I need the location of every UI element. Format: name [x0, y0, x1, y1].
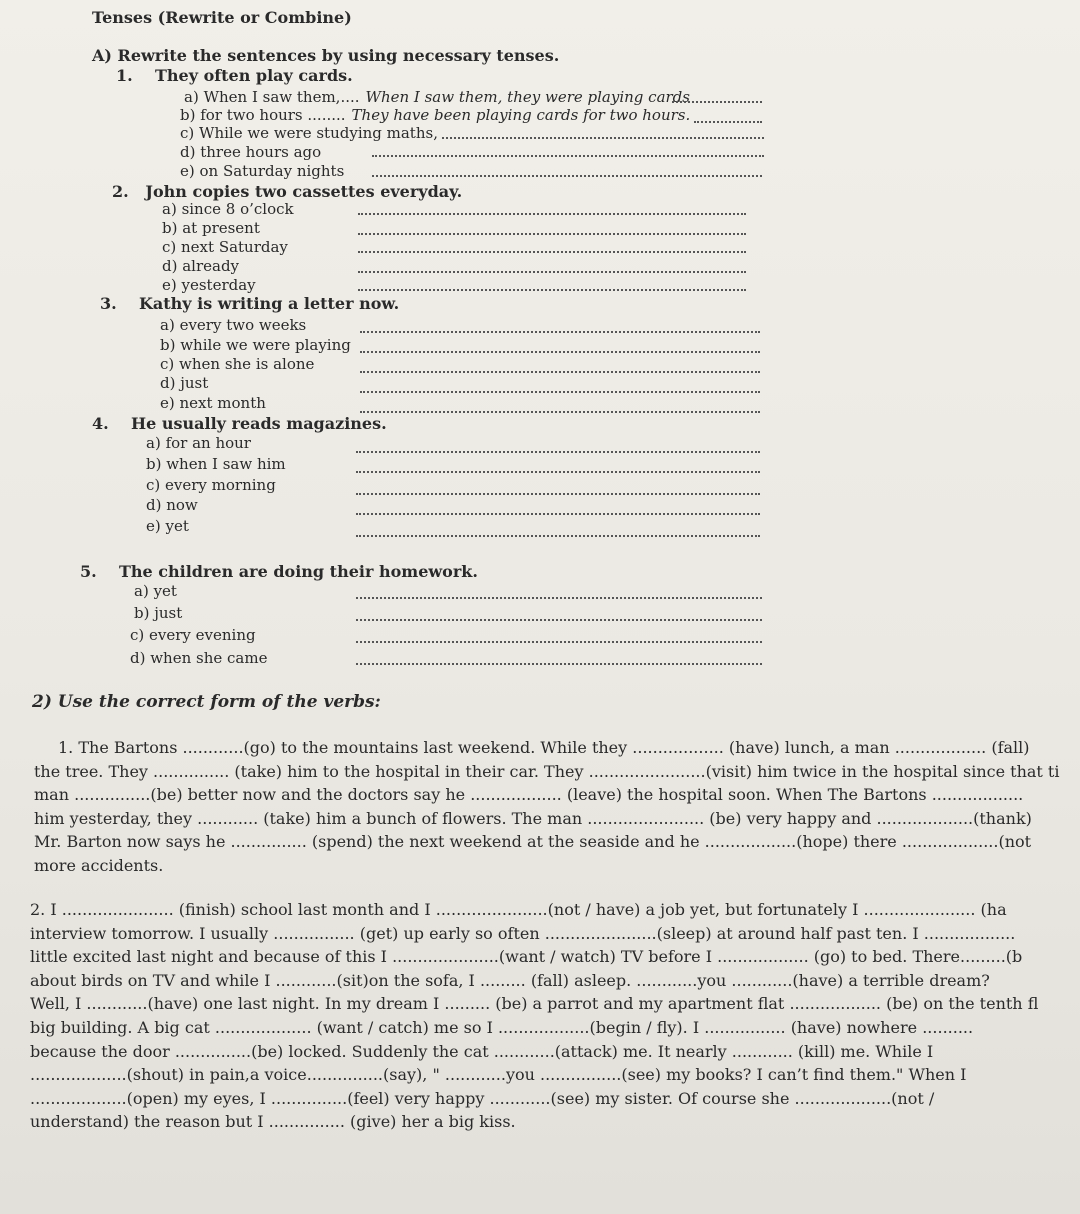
paragraph-line: ...................(shout) in pain,a voice...............(say), " ............you ................(see) my books? I can’t find them." When I [30, 1065, 967, 1085]
item-label: c) when she is alone [160, 355, 315, 373]
item-label: b) for two hours ........ [180, 106, 346, 124]
paragraph-line: about birds on TV and while I ............(sit)on the sofa, I ......... (fall) asleep. ............you ............(have) a terrible dream? [30, 970, 990, 990]
q4-item-a [146, 434, 251, 454]
answer-line[interactable] [356, 640, 762, 643]
answer-line[interactable] [360, 390, 760, 393]
question-4 [92, 414, 387, 433]
question-number: 3. [100, 294, 117, 313]
answer-line[interactable] [372, 174, 762, 177]
item-label: b) while we were playing [160, 336, 351, 354]
answer-line[interactable] [372, 154, 764, 157]
item-label: c) next Saturday [162, 238, 288, 256]
answer-line[interactable] [356, 470, 760, 473]
item-label: e) yesterday [162, 276, 256, 294]
item-label: e) on Saturday nights [180, 162, 345, 180]
q3-item-a [160, 316, 306, 336]
section-a-heading: A) Rewrite the sentences by using necessary tenses. [92, 46, 560, 65]
answer-line[interactable] [358, 232, 746, 235]
question-number: 2. [112, 182, 129, 201]
question-number: 1. [116, 66, 133, 85]
paragraph-line: 1. The Bartons ............(go) to the mountains last weekend. While they .................. (have) lunch, a man .................. (fall) [58, 738, 1030, 757]
q1-item-a [184, 88, 690, 108]
question-text: He usually reads magazines. [130, 414, 387, 433]
section-b-heading: 2) Use the correct form of the verbs: [32, 692, 381, 712]
item-label: a) When I saw them,.... [184, 88, 360, 106]
paragraph-line: big building. A big cat ................... (want / catch) me so I ..................(begin / fly). I ................ (have) nowhere .......... [30, 1017, 974, 1037]
q2-item-b [162, 219, 260, 239]
answer-line[interactable] [356, 662, 762, 665]
q5-item-c [130, 626, 256, 646]
item-label: c) While we were studying maths, [180, 124, 438, 142]
answer-line[interactable] [358, 270, 746, 273]
question-text: Kathy is writing a letter now. [138, 294, 400, 313]
answer-line[interactable] [356, 450, 760, 453]
q2-item-a [162, 200, 294, 220]
paragraph-line: Mr. Barton now says he ............... (spend) the next weekend at the seaside and he ..................(hope) there ...................(not [34, 832, 1032, 852]
item-label: a) since 8 o’clock [162, 200, 294, 218]
question-3 [100, 294, 399, 313]
item-label: b) when I saw him [146, 455, 286, 473]
paragraph-line: interview tomorrow. I usually ................ (get) up early so often ......................(sleep) at around half past ten. I .................. [30, 923, 1016, 943]
question-text: The children are doing their homework. [118, 562, 478, 581]
item-label: d) now [146, 496, 198, 514]
question-number: 5. [80, 562, 97, 581]
q3-item-c [160, 355, 314, 375]
paragraph-line: him yesterday, they ............ (take) him a bunch of flowers. The man ....................... (be) very happy and ...................(thank) [34, 808, 1032, 828]
answer-line[interactable] [360, 410, 760, 413]
q4-item-c [146, 476, 276, 496]
question-number: 4. [92, 414, 109, 433]
q5-item-d [130, 649, 267, 669]
answer-line[interactable] [356, 618, 762, 621]
question-2 [112, 182, 462, 201]
answer-line[interactable] [356, 512, 760, 515]
answer-line[interactable] [356, 534, 760, 537]
item-label: a) yet [134, 582, 177, 600]
answer-line[interactable] [358, 212, 746, 215]
q5-item-a [134, 582, 177, 602]
answer-line[interactable] [694, 120, 762, 123]
answer-line[interactable] [358, 250, 746, 253]
answer-line[interactable] [360, 330, 760, 333]
q4-item-b [146, 455, 286, 475]
item-label: b) just [134, 604, 183, 622]
q3-item-e [160, 394, 266, 414]
q2-item-c [162, 238, 288, 258]
q1-item-b [180, 106, 690, 126]
answer-line[interactable] [358, 288, 746, 291]
paragraph-line: more accidents. [34, 855, 164, 875]
paragraph-line: 2. I ...................... (finish) school last month and I ......................(not / have) a job yet, but fortunately I ...................... (ha [30, 900, 1007, 919]
paragraph-line: understand) the reason but I ............... (give) her a big kiss. [30, 1112, 516, 1132]
item-label: c) every morning [146, 476, 276, 494]
answer-line[interactable] [356, 492, 760, 495]
paragraph-line: Well, I ............(have) one last night. In my dream I ......... (be) a parrot and my apartment flat .................. (be) on the tenth fl [30, 994, 1039, 1014]
item-label: a) every two weeks [160, 316, 307, 334]
answer-line[interactable] [360, 370, 760, 373]
handwritten-answer[interactable]: When I saw them, they were playing cards [365, 88, 690, 106]
paragraph-line: ...................(open) my eyes, I ...............(feel) very happy ............(see) my sister. Of course she ...................(not / [30, 1088, 935, 1108]
item-label: e) yet [146, 517, 189, 535]
question-text: John copies two cassettes everyday. [145, 182, 463, 201]
q1-item-d [180, 143, 327, 163]
paragraph-line: because the door ...............(be) locked. Suddenly the cat ............(attack) me. It nearly ............ (kill) me. While I [30, 1041, 934, 1061]
answer-line[interactable] [442, 136, 764, 139]
q4-item-d [146, 496, 198, 516]
answer-line[interactable] [356, 596, 762, 599]
item-label: d) just [160, 374, 209, 392]
fill-in-paragraph-2 [30, 898, 1038, 1134]
q5-item-b [134, 604, 182, 624]
q3-item-d [160, 374, 208, 394]
item-label: a) for an hour [146, 434, 251, 452]
q2-item-e [162, 276, 256, 296]
item-label: d) three hours ago [180, 143, 322, 161]
paragraph-line: the tree. They ............... (take) him to the hospital in their car. They .......................(visit) him twice in the hospital since that ti [34, 761, 1060, 781]
item-label: c) every evening [130, 626, 256, 644]
question-text: They often play cards. [154, 66, 353, 85]
answer-line[interactable] [672, 100, 762, 103]
q1-item-c [180, 124, 444, 144]
paragraph-line: man ...............(be) better now and the doctors say he .................. (leave) the hospital soon. When The Bartons .................. [34, 785, 1024, 805]
item-label: b) at present [162, 219, 260, 237]
item-label: d) already [162, 257, 240, 275]
item-label: e) next month [160, 394, 266, 412]
q4-item-e [146, 517, 189, 537]
q1-item-e [180, 162, 350, 182]
worksheet-title: Tenses (Rewrite or Combine) [92, 8, 352, 27]
question-1 [116, 66, 353, 85]
q2-item-d [162, 257, 239, 277]
item-label: d) when she came [130, 649, 268, 667]
question-5 [80, 562, 478, 581]
paragraph-line: little excited last night and because of this I .....................(want / watch) TV before I .................. (go) to bed. There.........(b [30, 947, 1023, 967]
fill-in-paragraph-1 [34, 736, 1059, 878]
q3-item-b [160, 336, 351, 356]
answer-line[interactable] [360, 350, 760, 353]
handwritten-answer[interactable]: They have been playing cards for two hours. [351, 106, 691, 124]
